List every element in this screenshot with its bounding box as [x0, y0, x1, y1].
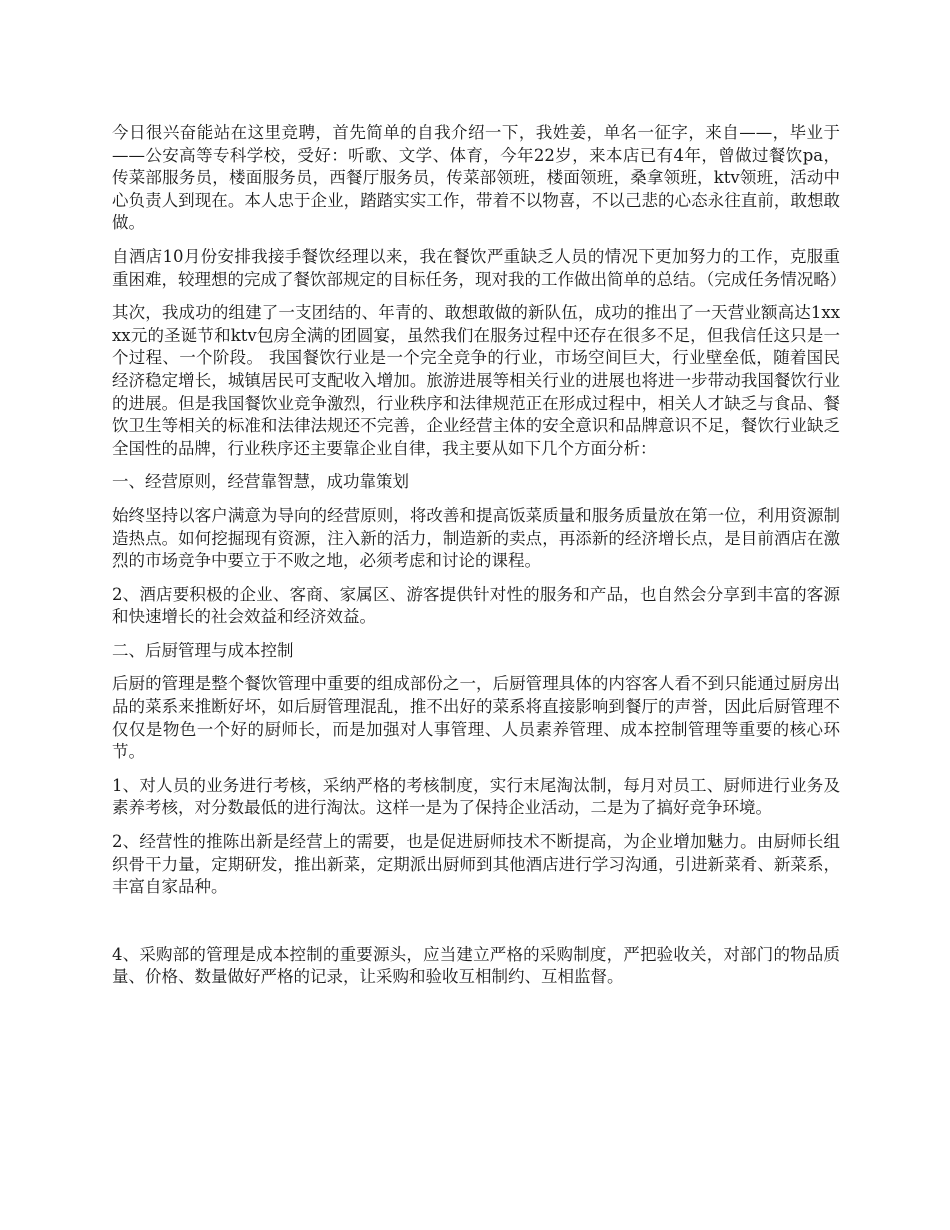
- document-body: [112, 122, 847, 1000]
- paragraph-targeted-service: 2、酒店要积极的企业、客商、家属区、游客提供针对性的服务和产品，也自然会分享到丰富的客源和快速增长的社会效益和经济效益。: [112, 584, 840, 627]
- paragraph-procurement: 4、采购部的管理是成本控制的重要源头，应当建立严格的采购制度，严把验收关，对部门的物品质量、价格、数量做好严格的记录，让采购和验收互相制约、互相监督。: [112, 944, 840, 987]
- blank-gap: [112, 910, 840, 944]
- paragraph-kitchen-management: 后厨的管理是整个餐饮管理中重要的组成部份之一，后厨管理具体的内容客人看不到只能通过厨房出品的菜系来推断好坏，如后厨管理混乱，推不出好的菜系将直接影响到餐厅的声誉，因此后厨管理不仅仅是物色一个好的厨师长，而是加强对人事管理、人员素养管理、成本控制管理等重要的核心环节。: [112, 674, 840, 762]
- paragraph-work-summary: 自酒店10月份安排我接手餐饮经理以来，我在餐饮严重缺乏人员的情况下更加努力的工作，克服重重困难，较理想的完成了餐饮部规定的目标任务，现对我的工作做出简单的总结。（完成任务情况略）: [112, 246, 847, 289]
- paragraph-menu-innovation: 2、经营性的推陈出新是经营上的需要，也是促进厨师技术不断提高，为企业增加魅力。由厨师长组织骨干力量，定期研发，推出新菜，定期派出厨师到其他酒店进行学习沟通，引进新菜肴、新菜系，丰富自家品种。: [112, 832, 840, 897]
- section-heading-business-principle: 一、经营原则，经营靠智慧，成功靠策划: [112, 472, 409, 492]
- paragraph-self-intro: 今日很兴奋能站在这里竞聘，首先简单的自我介绍一下，我姓姜，单名一征字，来自——，毕业于——公安高等专科学校，受好：听歌、文学、体育，今年22岁，来本店已有4年，曾做过餐饮pa，传菜部服务员，楼面服务员，西餐厅服务员，传菜部领班，楼面领班，桑拿领班，ktv领班，活动中心负责人到现在。本人忠于企业，踏踏实实工作，带着不以物喜，不以己悲的心态永往直前，敢想敢做。: [112, 123, 840, 233]
- paragraph-customer-satisfaction: 始终坚持以客户满意为导向的经营原则，将改善和提高饭菜质量和服务质量放在第一位，利用资源制造热点。如何挖掘现有资源，注入新的活力，制造新的卖点，再添新的经济增长点，是目前酒店在激烈的市场竞争中要立于不败之地，必须考虑和讨论的课程。: [112, 505, 840, 571]
- paragraph-team-and-industry: 其次，我成功的组建了一支团结的、年青的、敢想敢做的新队伍，成功的推出了一天营业额高达1xxxx元的圣诞节和ktv包房全满的团圆宴，虽然我们在服务过程中还存在很多不足，但我信任这只是一个过程、一个阶段。 我国餐饮行业是一个完全竞争的行业，市场空间巨大，行业壁垒低，随着国民经济稳定增长，城镇居民可支配收入增加。旅游进展等相关行业的进展也将进一步带动我国餐饮行业的进展。但是我国餐饮业竞争激烈，行业秩序和法律规范正在形成过程中，相关人才缺乏与食品、餐饮卫生等相关的标准和法律法规还不完善，企业经营主体的安全意识和品牌意识不足，餐饮行业缺乏全国性的品牌，行业秩序还主要靠企业自律，我主要从如下几个方面分析：: [112, 303, 840, 458]
- section-heading-kitchen-cost-control: 二、后厨管理与成本控制: [112, 640, 294, 660]
- paragraph-staff-assessment: 1、对人员的业务进行考核，采纳严格的考核制度，实行末尾淘汰制，每月对员工、厨师进行业务及素养考核，对分数最低的进行淘汰。这样一是为了保持企业活动，二是为了搞好竞争环境。: [112, 775, 840, 818]
